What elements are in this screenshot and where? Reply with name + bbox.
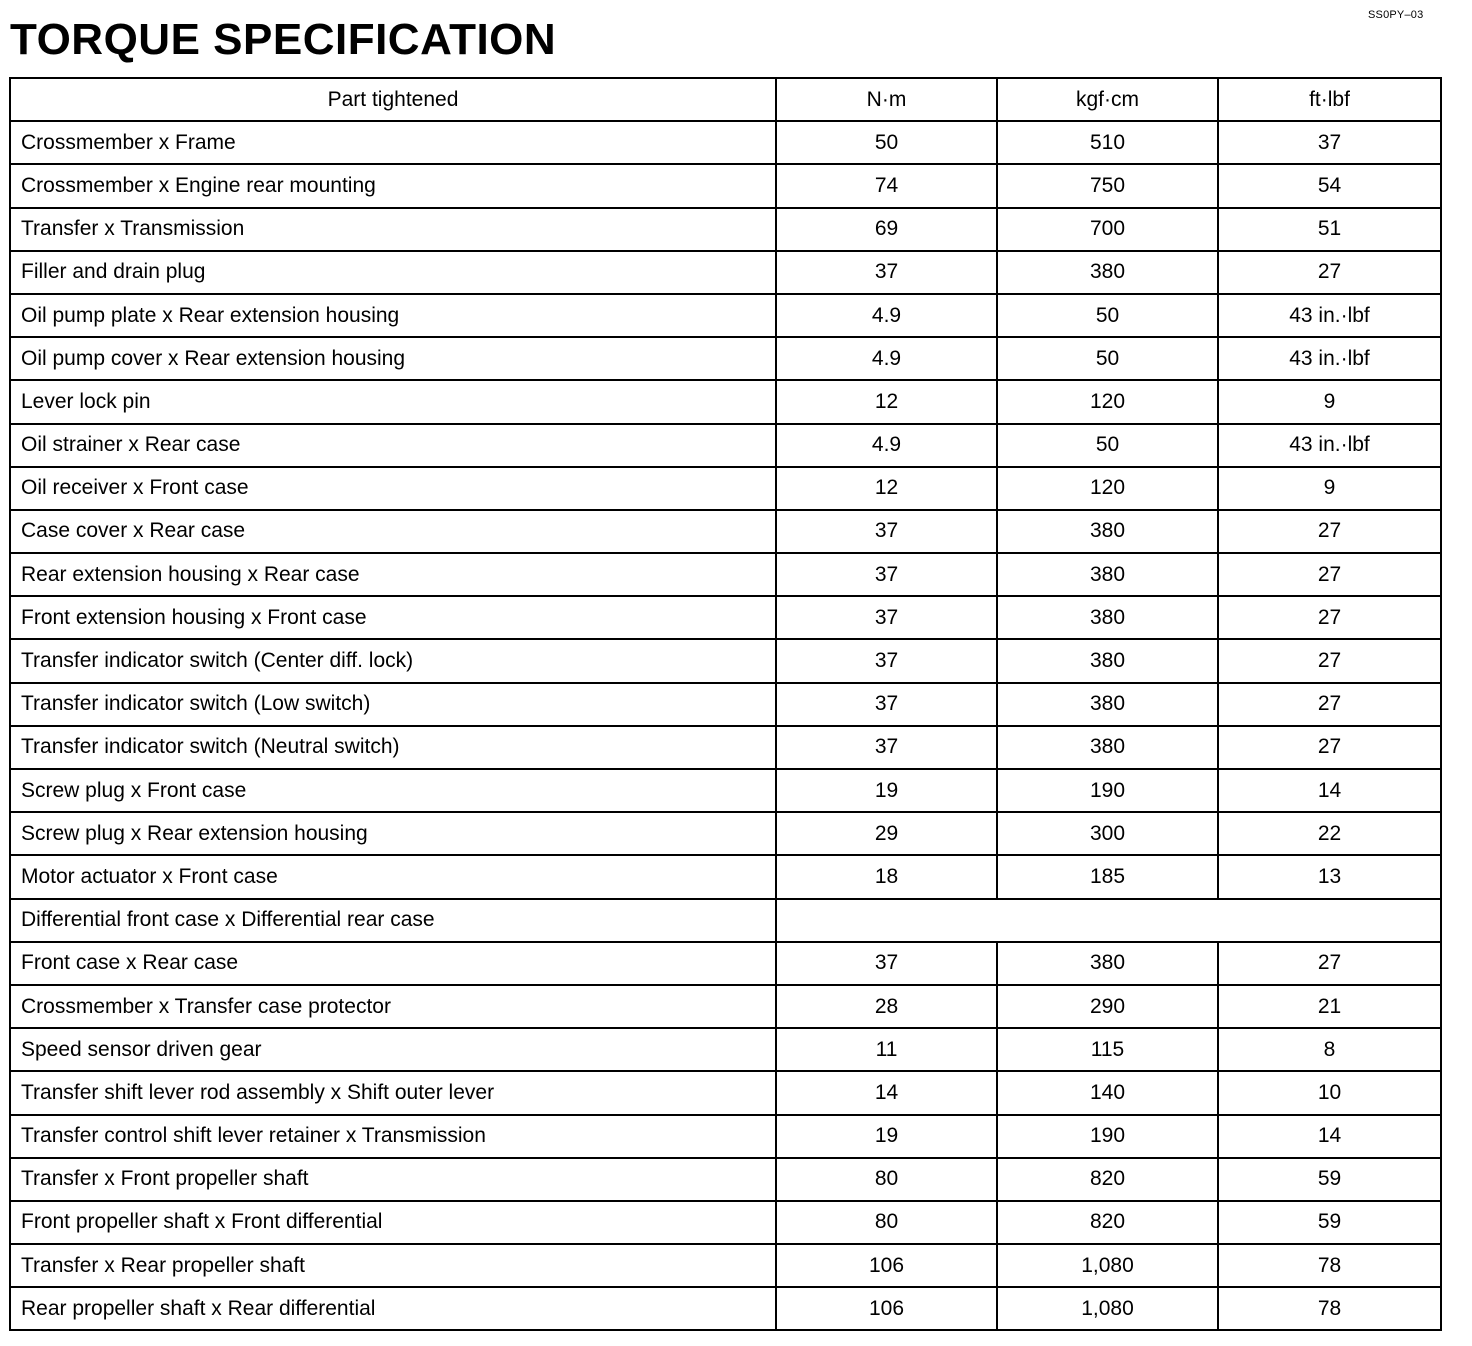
ft-lbf-value-cell: 78 [1218,1244,1441,1287]
kgf-cm-value-cell: 1,080 [997,1244,1218,1287]
table-header-row [10,78,1441,121]
table-row [10,380,1441,423]
table-row [10,121,1441,164]
kgf-cm-value-cell: 380 [997,942,1218,985]
ft-lbf-value-cell: 27 [1218,683,1441,726]
nm-value-cell: 37 [776,639,997,682]
kgf-cm-value-cell: 120 [997,380,1218,423]
kgf-cm-value-cell: 290 [997,985,1218,1028]
nm-value-cell: 4.9 [776,294,997,337]
ft-lbf-value-cell: 43 in.·lbf [1218,294,1441,337]
page-title: TORQUE SPECIFICATION [10,15,557,64]
ft-lbf-value-cell: 14 [1218,1115,1441,1158]
nm-value-cell: 69 [776,208,997,251]
ft-lbf-value-cell: 8 [1218,1028,1441,1071]
kgf-cm-value-cell: 140 [997,1071,1218,1114]
kgf-cm-value-cell: 115 [997,1028,1218,1071]
table-row [10,510,1441,553]
header-kgf-cm: kgf·cm [997,78,1218,121]
table-row [10,683,1441,726]
table-row [10,467,1441,510]
kgf-cm-value-cell: 820 [997,1201,1218,1244]
kgf-cm-value-cell: 380 [997,726,1218,769]
table-row [10,639,1441,682]
kgf-cm-value-cell: 190 [997,769,1218,812]
table-row [10,164,1441,207]
nm-value-cell: 4.9 [776,424,997,467]
ft-lbf-value-cell: 27 [1218,596,1441,639]
nm-value-cell: 28 [776,985,997,1028]
nm-value-cell: 80 [776,1158,997,1201]
ft-lbf-value-cell: 27 [1218,553,1441,596]
nm-value-cell: 18 [776,855,997,898]
part-name-cell: Case cover x Rear case [10,510,776,553]
kgf-cm-value-cell: 50 [997,294,1218,337]
table-row [10,1201,1441,1244]
table-row [10,1115,1441,1158]
kgf-cm-value-cell: 380 [997,553,1218,596]
nm-value-cell: 37 [776,726,997,769]
part-name-cell: Front propeller shaft x Front differential [10,1201,776,1244]
kgf-cm-value-cell: 50 [997,337,1218,380]
ft-lbf-value-cell: 27 [1218,726,1441,769]
table-row [10,251,1441,294]
part-name-cell: Speed sensor driven gear [10,1028,776,1071]
ft-lbf-value-cell: 27 [1218,251,1441,294]
part-name-cell: Oil receiver x Front case [10,467,776,510]
part-name-cell: Filler and drain plug [10,251,776,294]
table-row [10,337,1441,380]
nm-value-cell: 19 [776,769,997,812]
part-name-cell: Front case x Rear case [10,942,776,985]
kgf-cm-value-cell: 380 [997,251,1218,294]
nm-value-cell: 50 [776,121,997,164]
ft-lbf-value-cell: 78 [1218,1287,1441,1330]
part-name-cell: Transfer x Rear propeller shaft [10,1244,776,1287]
nm-value-cell: 12 [776,380,997,423]
ft-lbf-value-cell: 21 [1218,985,1441,1028]
table-row [10,1071,1441,1114]
ft-lbf-value-cell: 22 [1218,812,1441,855]
part-name-cell: Oil strainer x Rear case [10,424,776,467]
nm-value-cell: 37 [776,683,997,726]
part-name-cell: Transfer indicator switch (Center diff. lock) [10,639,776,682]
table-row [10,1287,1441,1330]
document-code: SS0PY–03 [1368,9,1424,21]
part-name-cell: Differential front case x Differential rear case [10,899,776,942]
nm-value-cell: 37 [776,942,997,985]
table-row [10,726,1441,769]
nm-value-cell: 29 [776,812,997,855]
part-name-cell: Transfer indicator switch (Neutral switch) [10,726,776,769]
nm-value-cell: 37 [776,553,997,596]
nm-value-cell: 12 [776,467,997,510]
kgf-cm-value-cell: 510 [997,121,1218,164]
part-name-cell: Rear extension housing x Rear case [10,553,776,596]
part-name-cell: Transfer control shift lever retainer x Transmission [10,1115,776,1158]
torque-spec-table [9,77,1442,1331]
kgf-cm-value-cell: 380 [997,596,1218,639]
table-row [10,553,1441,596]
kgf-cm-value-cell: 380 [997,510,1218,553]
part-name-cell: Transfer shift lever rod assembly x Shift outer lever [10,1071,776,1114]
part-name-cell: Transfer x Front propeller shaft [10,1158,776,1201]
header-ft-lbf: ft·lbf [1218,78,1441,121]
ft-lbf-value-cell: 27 [1218,510,1441,553]
table-row [10,855,1441,898]
part-name-cell: Transfer indicator switch (Low switch) [10,683,776,726]
table-body [10,121,1441,1330]
nm-value-cell: 37 [776,510,997,553]
kgf-cm-value-cell: 700 [997,208,1218,251]
nm-value-cell: 106 [776,1244,997,1287]
header-nm: N·m [776,78,997,121]
kgf-cm-value-cell: 750 [997,164,1218,207]
kgf-cm-value-cell: 380 [997,639,1218,682]
ft-lbf-value-cell: 9 [1218,380,1441,423]
kgf-cm-value-cell: 190 [997,1115,1218,1158]
table-row [10,294,1441,337]
table-row [10,424,1441,467]
table-row [10,942,1441,985]
part-name-cell: Motor actuator x Front case [10,855,776,898]
part-name-cell: Oil pump plate x Rear extension housing [10,294,776,337]
part-name-cell: Screw plug x Rear extension housing [10,812,776,855]
nm-value-cell: 14 [776,1071,997,1114]
table-row [10,899,1441,942]
nm-value-cell: 37 [776,596,997,639]
nm-value-cell: 106 [776,1287,997,1330]
ft-lbf-value-cell: 37 [1218,121,1441,164]
kgf-cm-value-cell: 1,080 [997,1287,1218,1330]
nm-value-cell: 74 [776,164,997,207]
ft-lbf-value-cell: 13 [1218,855,1441,898]
ft-lbf-value-cell: 51 [1218,208,1441,251]
ft-lbf-value-cell: 59 [1218,1201,1441,1244]
ft-lbf-value-cell: 27 [1218,942,1441,985]
part-name-cell: Crossmember x Frame [10,121,776,164]
table-row [10,985,1441,1028]
ft-lbf-value-cell: 43 in.·lbf [1218,337,1441,380]
empty-value-cell [776,899,1441,942]
kgf-cm-value-cell: 185 [997,855,1218,898]
part-name-cell: Crossmember x Transfer case protector [10,985,776,1028]
nm-value-cell: 37 [776,251,997,294]
part-name-cell: Oil pump cover x Rear extension housing [10,337,776,380]
part-name-cell: Screw plug x Front case [10,769,776,812]
part-name-cell: Transfer x Transmission [10,208,776,251]
ft-lbf-value-cell: 10 [1218,1071,1441,1114]
table-row [10,769,1441,812]
nm-value-cell: 19 [776,1115,997,1158]
ft-lbf-value-cell: 27 [1218,639,1441,682]
part-name-cell: Rear propeller shaft x Rear differential [10,1287,776,1330]
kgf-cm-value-cell: 380 [997,683,1218,726]
kgf-cm-value-cell: 300 [997,812,1218,855]
ft-lbf-value-cell: 14 [1218,769,1441,812]
nm-value-cell: 11 [776,1028,997,1071]
ft-lbf-value-cell: 43 in.·lbf [1218,424,1441,467]
table-row [10,1028,1441,1071]
kgf-cm-value-cell: 120 [997,467,1218,510]
nm-value-cell: 4.9 [776,337,997,380]
kgf-cm-value-cell: 820 [997,1158,1218,1201]
ft-lbf-value-cell: 9 [1218,467,1441,510]
table-row [10,596,1441,639]
table-row [10,208,1441,251]
table-row [10,1158,1441,1201]
part-name-cell: Lever lock pin [10,380,776,423]
header-part-tightened: Part tightened [10,78,776,121]
ft-lbf-value-cell: 59 [1218,1158,1441,1201]
part-name-cell: Crossmember x Engine rear mounting [10,164,776,207]
part-name-cell: Front extension housing x Front case [10,596,776,639]
nm-value-cell: 80 [776,1201,997,1244]
table-row [10,812,1441,855]
kgf-cm-value-cell: 50 [997,424,1218,467]
ft-lbf-value-cell: 54 [1218,164,1441,207]
table-row [10,1244,1441,1287]
